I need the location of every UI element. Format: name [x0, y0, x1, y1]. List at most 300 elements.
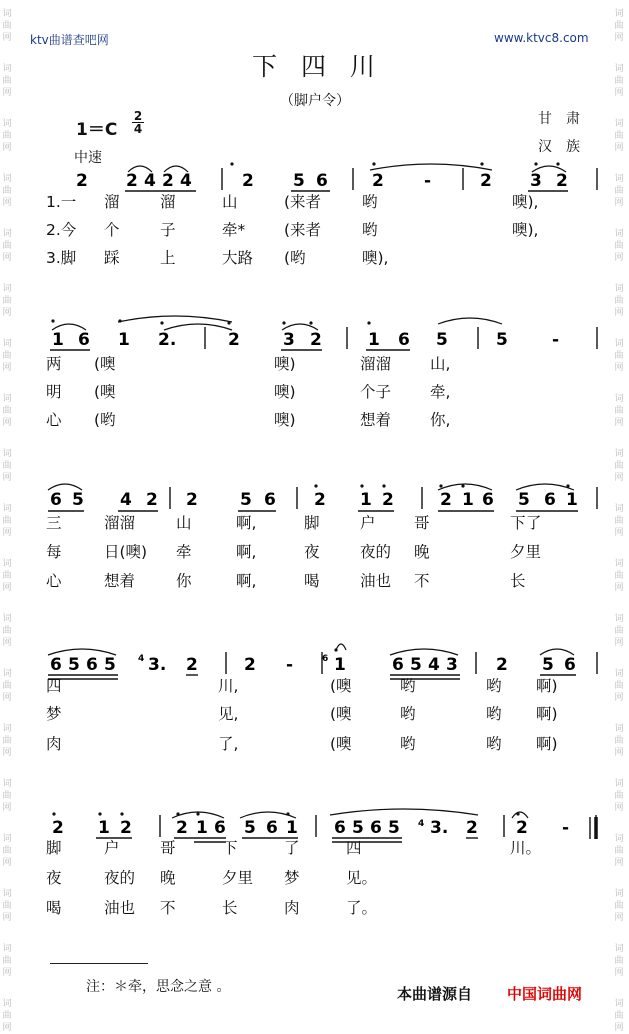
watermark-char: 网	[2, 803, 12, 813]
lyric-syllable: 川。	[510, 839, 542, 857]
lyric-syllable: 哟	[486, 705, 502, 723]
lyric-syllable: 心	[46, 572, 62, 590]
lyric-syllable: 夕里	[510, 543, 542, 561]
note: 5	[436, 330, 448, 350]
note: 2	[52, 818, 64, 838]
watermark-char: 词	[614, 559, 624, 569]
lyric-syllable: 哟	[486, 677, 502, 695]
watermark-char: 网	[614, 198, 624, 208]
watermark-char: 词	[614, 339, 624, 349]
note: 6	[398, 330, 410, 350]
lyric-syllable: (噢	[94, 383, 116, 401]
octave-dot	[372, 162, 375, 165]
watermark-char: 词	[614, 504, 624, 514]
lyric-syllable: 啊)	[536, 735, 558, 753]
lyric-syllable: 牵	[176, 543, 192, 561]
watermark-char: 网	[614, 308, 624, 318]
lyric-syllable: 溜	[160, 193, 176, 211]
lyric-syllable: 了,	[218, 735, 239, 753]
note: 6	[334, 818, 346, 838]
note: 2	[480, 171, 492, 191]
watermark-char: 曲	[614, 516, 624, 526]
note: 5	[388, 818, 400, 838]
watermark-char: 词	[614, 999, 624, 1009]
lyric-syllable: 喝	[304, 572, 320, 590]
note: 2	[76, 171, 88, 191]
watermark-char: 网	[614, 473, 624, 483]
note: 3	[530, 171, 542, 191]
watermark-char: 曲	[614, 186, 624, 196]
octave-dot	[382, 484, 385, 487]
watermark-char: 曲	[614, 571, 624, 581]
note: 5	[496, 330, 508, 350]
lyric-syllable: 油也	[104, 899, 136, 917]
lyric-syllable: 夕里	[222, 869, 254, 887]
watermark-char: 网	[614, 253, 624, 263]
note: 2	[314, 490, 326, 510]
note: 2	[126, 171, 138, 191]
note: 6	[564, 655, 576, 675]
lyric-syllable: 不	[414, 572, 430, 590]
watermark-char: 曲	[614, 626, 624, 636]
note: 3	[283, 330, 295, 350]
lyric-syllable: 子	[160, 221, 176, 239]
tempo-marking: 中速	[74, 150, 102, 166]
lyric-syllable: 见。	[346, 869, 378, 887]
watermark-char: 曲	[2, 791, 12, 801]
watermark-char: 网	[2, 308, 12, 318]
watermark-char: 网	[2, 638, 12, 648]
note: 1	[118, 330, 130, 350]
watermark-char: 曲	[614, 681, 624, 691]
watermark-char: 曲	[614, 406, 624, 416]
watermark-char: 词	[614, 944, 624, 954]
note: 5	[293, 171, 305, 191]
lyric-syllable: (来者	[284, 193, 322, 211]
note: 2	[186, 655, 198, 675]
watermark-char: 网	[2, 418, 12, 428]
octave-dot	[176, 812, 179, 815]
lyric-syllable: 油也	[360, 572, 392, 590]
watermark-char: 词	[614, 449, 624, 459]
watermark-char: 词	[614, 669, 624, 679]
octave-dot	[52, 812, 55, 815]
octave-dot	[120, 812, 123, 815]
time-numerator: 2	[133, 109, 143, 123]
song-subtitle: （脚户令）	[280, 93, 350, 109]
octave-dot	[196, 812, 199, 815]
watermark-char: 曲	[614, 736, 624, 746]
lyric-syllable: 了。	[346, 899, 378, 917]
watermark-char: 网	[614, 913, 624, 923]
lyric-syllable: 了	[284, 839, 300, 857]
lyric-syllable: 你	[176, 572, 192, 590]
watermark-char: 词	[614, 64, 624, 74]
lyric-syllable: 夜的	[104, 869, 136, 887]
watermark-char: 词	[614, 284, 624, 294]
lyric-syllable: 心	[46, 411, 62, 429]
watermark-char: 网	[2, 253, 12, 263]
lyric-syllable: 下	[222, 839, 238, 857]
note: 2	[146, 490, 158, 510]
watermark-char: 词	[2, 119, 12, 129]
lyric-syllable: 溜	[104, 193, 120, 211]
watermark-char: 词	[614, 229, 624, 239]
watermark-char: 曲	[2, 241, 12, 251]
watermark-char: 词	[614, 834, 624, 844]
octave-dot	[309, 321, 312, 324]
watermark-char: 曲	[614, 351, 624, 361]
lyric-syllable: 梦	[46, 705, 62, 723]
watermark-char: 词	[2, 394, 12, 404]
note: 1	[196, 818, 208, 838]
note: 5	[518, 490, 530, 510]
lyric-syllable: 不	[160, 899, 176, 917]
lyric-syllable: 牵,	[430, 383, 451, 401]
watermark-char: 词	[614, 174, 624, 184]
lyric-syllable: 每	[46, 543, 62, 561]
note: 1	[98, 818, 110, 838]
watermark-char: 网	[614, 638, 624, 648]
octave-dot	[98, 812, 101, 815]
watermark-char: 网	[614, 693, 624, 703]
lyric-syllable: 个	[104, 221, 120, 239]
lyric-syllable: 个子	[360, 383, 392, 401]
lyric-syllable: 啊,	[236, 514, 257, 532]
watermark-char: 曲	[2, 406, 12, 416]
watermark-char: 曲	[614, 241, 624, 251]
note: 2	[242, 171, 254, 191]
note: 6	[316, 171, 328, 191]
lyric-syllable: 啊)	[536, 677, 558, 695]
note: 2	[556, 171, 568, 191]
lyric-syllable: 想着	[360, 411, 392, 429]
note: 5	[410, 655, 422, 675]
lyric-syllable: 四	[46, 677, 62, 695]
watermark-char: 曲	[2, 736, 12, 746]
note: 2	[120, 818, 132, 838]
watermark-char: 网	[614, 803, 624, 813]
lyric-syllable: 牵*	[222, 221, 246, 239]
note: 3	[446, 655, 458, 675]
footnote-rule	[50, 963, 148, 964]
watermark-char: 词	[614, 9, 624, 19]
lyric-syllable: 噢)	[274, 411, 296, 429]
watermark-char: 网	[614, 418, 624, 428]
watermark-char: 词	[2, 834, 12, 844]
lyric-syllable: 啊,	[236, 572, 257, 590]
note: 2	[516, 818, 528, 838]
note: 5	[244, 818, 256, 838]
watermark-char: 词	[2, 559, 12, 569]
note: 2	[440, 490, 452, 510]
lyric-syllable: 踩	[104, 249, 120, 267]
octave-dot	[282, 321, 285, 324]
lyric-syllable: 想着	[104, 572, 136, 590]
watermark-char: 曲	[614, 131, 624, 141]
octave-dot	[160, 321, 163, 324]
watermark-char: 网	[614, 583, 624, 593]
note: -	[552, 330, 560, 350]
note: 4	[120, 490, 132, 510]
note: 5	[72, 490, 84, 510]
lyric-syllable: 长	[222, 899, 238, 917]
watermark-char: 网	[614, 88, 624, 98]
lyric-syllable: 夜的	[360, 543, 392, 561]
slur	[118, 316, 232, 322]
octave-dot	[314, 484, 317, 487]
lyric-syllable: 哟	[362, 193, 378, 211]
lyric-syllable: 晚	[414, 543, 430, 561]
watermark-char: 词	[2, 669, 12, 679]
slur	[336, 644, 346, 650]
note: 2	[382, 490, 394, 510]
lyric-syllable: 1.一	[46, 193, 77, 211]
watermark-char: 网	[614, 748, 624, 758]
octave-dot	[118, 319, 121, 322]
lyric-syllable: 肉	[284, 899, 300, 917]
lyric-syllable: 山	[176, 514, 192, 532]
watermark-char: 网	[2, 473, 12, 483]
watermark-char: 词	[2, 64, 12, 74]
watermark-char: 网	[614, 528, 624, 538]
note: -	[286, 655, 294, 675]
watermark-char: 曲	[614, 296, 624, 306]
note: 6	[544, 490, 556, 510]
lyric-syllable: 山	[222, 193, 238, 211]
watermark-char: 曲	[2, 76, 12, 86]
watermark-char: 词	[614, 119, 624, 129]
lyric-syllable: 噢),	[512, 221, 539, 239]
lyric-syllable: 三	[46, 514, 62, 532]
score-notation	[48, 162, 597, 842]
note: 2	[244, 655, 256, 675]
octave-dot	[227, 321, 230, 324]
octave-dot	[439, 484, 442, 487]
watermark-char: 网	[2, 968, 12, 978]
watermark-char: 词	[2, 724, 12, 734]
watermark-char: 网	[614, 1023, 624, 1033]
note: 4	[428, 655, 440, 675]
lyric-syllable: 哟	[486, 735, 502, 753]
watermark-char: 词	[614, 394, 624, 404]
note: -	[424, 171, 432, 191]
note: 2.	[158, 330, 177, 350]
octave-dot	[556, 162, 559, 165]
watermark-char: 曲	[614, 1011, 624, 1021]
key-signature: 1＝C	[76, 120, 118, 140]
octave-dot	[230, 162, 233, 165]
note: 1	[334, 655, 346, 675]
lyric-syllable: 脚	[304, 514, 320, 532]
watermark-char: 网	[2, 583, 12, 593]
watermark-char: 曲	[2, 296, 12, 306]
site-url-right[interactable]: www.ktvc8.com	[494, 31, 589, 45]
note: 1	[368, 330, 380, 350]
site-name-left[interactable]: ktv曲谱查吧网	[30, 33, 109, 47]
lyric-syllable: 户	[104, 839, 120, 857]
lyric-syllable: 长	[510, 572, 526, 590]
watermark-char: 曲	[2, 571, 12, 581]
lyric-syllable: 山,	[430, 355, 451, 373]
origin-ethnicity: 汉 族	[538, 139, 580, 155]
watermark-char: 网	[2, 88, 12, 98]
lyric-syllable: 喝	[46, 899, 62, 917]
slur	[438, 318, 502, 324]
lyric-syllable: 下	[510, 514, 526, 532]
slur	[370, 164, 492, 170]
lyric-syllable: 你,	[430, 411, 451, 429]
note: 1	[286, 818, 298, 838]
watermark-char: 网	[2, 143, 12, 153]
lyric-syllable: 四	[346, 839, 362, 857]
watermark-char: 词	[2, 449, 12, 459]
note: 2	[228, 330, 240, 350]
note: 6	[50, 655, 62, 675]
watermark-char: 词	[614, 614, 624, 624]
watermark-char: 曲	[2, 901, 12, 911]
grace-note: 4	[418, 819, 425, 829]
watermark-char: 曲	[2, 21, 12, 31]
watermark-char: 曲	[614, 76, 624, 86]
octave-dot	[461, 484, 464, 487]
lyric-syllable: 噢),	[362, 249, 389, 267]
note: 6	[264, 490, 276, 510]
watermark-char: 网	[2, 363, 12, 373]
lyric-syllable: 溜溜	[360, 355, 392, 373]
note: 5	[542, 655, 554, 675]
note: 5	[352, 818, 364, 838]
lyric-syllable: 噢)	[274, 383, 296, 401]
note: 5	[68, 655, 80, 675]
watermark-char: 曲	[614, 956, 624, 966]
lyric-syllable: 上	[160, 249, 176, 267]
note: 6	[86, 655, 98, 675]
lyric-syllable: 噢)	[274, 355, 296, 373]
watermark-char: 词	[2, 779, 12, 789]
lyric-syllable: 脚	[46, 839, 62, 857]
watermark-char: 词	[2, 229, 12, 239]
octave-dot	[334, 648, 337, 651]
lyric-syllable: 3.脚	[46, 249, 77, 267]
watermark-char: 词	[2, 889, 12, 899]
note: 2	[372, 171, 384, 191]
lyric-syllable: 晚	[160, 869, 176, 887]
watermark-char: 曲	[2, 626, 12, 636]
watermark-char: 网	[2, 693, 12, 703]
octave-dot	[534, 162, 537, 165]
watermark-char: 词	[2, 504, 12, 514]
watermark-char: 曲	[2, 186, 12, 196]
grace-note: 6	[322, 654, 329, 664]
octave-dot	[566, 484, 569, 487]
watermark-char: 曲	[2, 1011, 12, 1021]
watermark-char: 词	[2, 174, 12, 184]
octave-dot	[480, 162, 483, 165]
watermark-char: 曲	[2, 461, 12, 471]
watermark-char: 曲	[614, 461, 624, 471]
watermark-char: 网	[614, 363, 624, 373]
watermark-char: 曲	[2, 681, 12, 691]
source-label: 本曲谱源自	[397, 985, 473, 1003]
note: 1	[52, 330, 64, 350]
note: 2	[310, 330, 322, 350]
watermark-char: 词	[2, 339, 12, 349]
lyric-syllable: (来者	[284, 221, 322, 239]
lyric-syllable: 噢),	[512, 193, 539, 211]
note: -	[562, 818, 570, 838]
watermark-char: 词	[2, 614, 12, 624]
octave-dot	[360, 484, 363, 487]
watermark-char: 曲	[614, 901, 624, 911]
lyric-syllable: (噢	[330, 677, 352, 695]
note: 4	[144, 171, 156, 191]
lyric-syllable: 啊)	[536, 705, 558, 723]
source-site-link[interactable]: 中国词曲网	[507, 985, 583, 1003]
watermark-char: 网	[614, 143, 624, 153]
lyric-syllable: 哥	[414, 514, 430, 532]
watermark-char: 网	[2, 913, 12, 923]
watermark-char: 曲	[614, 21, 624, 31]
lyric-syllable: 两	[46, 355, 62, 373]
octave-dot	[516, 812, 519, 815]
note: 2	[162, 171, 174, 191]
watermark-char: 网	[2, 528, 12, 538]
lyric-syllable: 肉	[46, 735, 62, 753]
lyric-syllable: 夜	[304, 543, 320, 561]
lyric-syllable: 见,	[218, 705, 239, 723]
note: 5	[240, 490, 252, 510]
note: 6	[370, 818, 382, 838]
octave-dot	[367, 321, 370, 324]
note: 5	[104, 655, 116, 675]
note: 6	[78, 330, 90, 350]
lyric-syllable: 夜	[46, 869, 62, 887]
lyric-syllable: 哟	[400, 677, 416, 695]
lyric-syllable: (哟	[94, 411, 116, 429]
note: 4	[180, 171, 192, 191]
octave-dot	[286, 812, 289, 815]
lyric-syllable: 了	[526, 514, 542, 532]
note: 1	[360, 490, 372, 510]
lyric-syllable: 川,	[218, 677, 239, 695]
note: 6	[266, 818, 278, 838]
watermark-char: 网	[2, 858, 12, 868]
note: 6	[482, 490, 494, 510]
watermark-char: 词	[2, 9, 12, 19]
watermark-char: 网	[614, 968, 624, 978]
watermark-char: 曲	[2, 956, 12, 966]
watermark-char: 网	[614, 858, 624, 868]
lyric-syllable: 溜溜	[104, 514, 136, 532]
lyric-syllable: 哥	[160, 839, 176, 857]
watermark-char: 曲	[614, 791, 624, 801]
note: 2	[496, 655, 508, 675]
watermark-char: 曲	[2, 131, 12, 141]
grace-note: 4	[138, 654, 145, 664]
watermark-char: 曲	[614, 846, 624, 856]
lyric-syllable: (噢	[94, 355, 116, 373]
watermark-char: 词	[614, 724, 624, 734]
note: 1	[566, 490, 578, 510]
note: 3.	[148, 655, 167, 675]
slur	[330, 809, 478, 815]
watermark-char: 曲	[2, 846, 12, 856]
watermark-char: 词	[2, 999, 12, 1009]
note: 2	[186, 490, 198, 510]
watermark-char: 网	[2, 198, 12, 208]
note: 3.	[430, 818, 449, 838]
